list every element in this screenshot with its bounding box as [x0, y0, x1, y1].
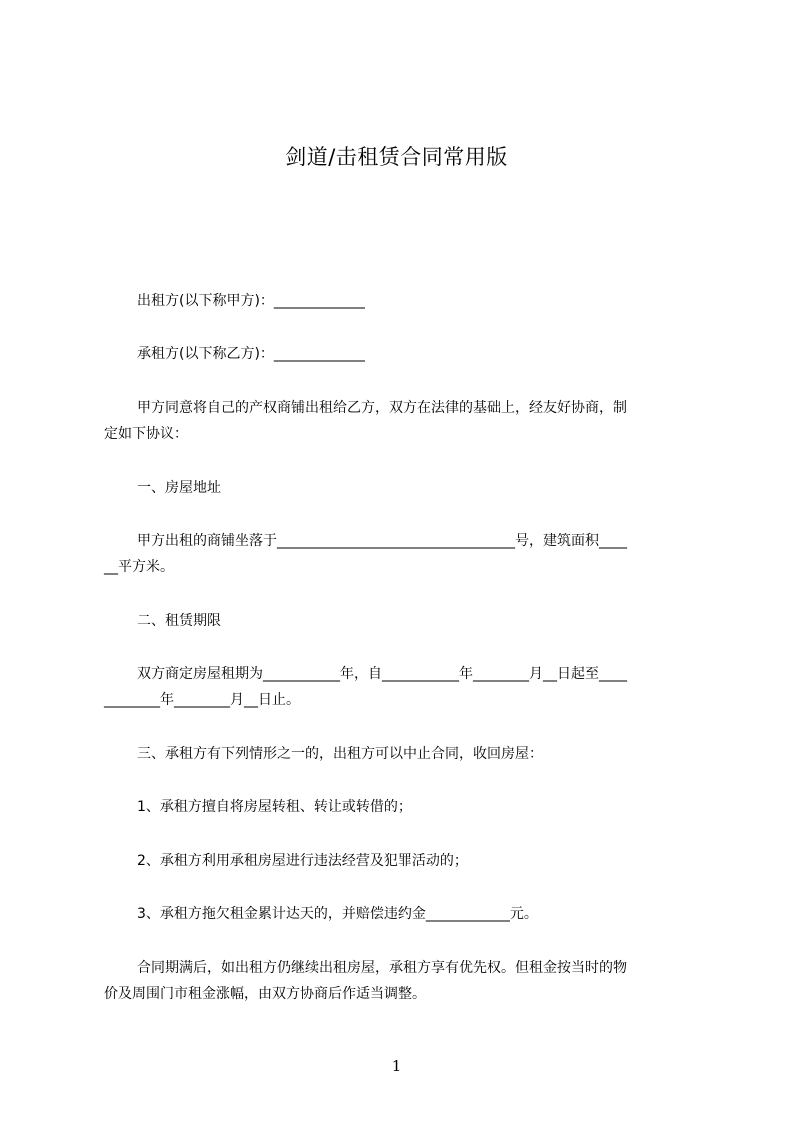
intro-paragraph-line-1: 甲方同意将自己的产权商铺出租给乙方，双方在法律的基础上，经友好协商，制: [137, 400, 627, 416]
clause-3: 3、承租方拖欠租金累计达天的，并赔偿违约金____________元。: [137, 906, 538, 922]
lessor-line: 出租方(以下称甲方)：_____________: [137, 293, 365, 309]
clause-1: 1、承租方擅自将房屋转租、转让或转借的；: [137, 799, 412, 815]
lessee-line: 承租方(以下称乙方)：_____________: [137, 346, 365, 362]
document-title: 剑道/击租赁合同常用版: [285, 145, 508, 169]
intro-paragraph-line-2: 定如下协议：: [104, 426, 188, 442]
renewal-paragraph-line-1: 合同期满后，如出租方仍继续出租房屋，承租方享有优先权。但租金按当时的物: [137, 960, 627, 976]
renewal-paragraph-line-2: 价及周围门市租金涨幅，由双方协商后作适当调整。: [104, 986, 426, 1002]
address-paragraph-line-1: 甲方出租的商铺坐落于__________________________________号，建筑面积____: [137, 533, 627, 549]
clause-2: 2、承租方利用承租房屋进行违法经营及犯罪活动的；: [137, 853, 468, 869]
page-number: 1: [391, 1057, 402, 1075]
address-paragraph-line-2: __平方米。: [104, 559, 174, 575]
term-paragraph-line-2: ________年________月__日止。: [104, 692, 300, 708]
term-paragraph-line-1: 双方商定房屋租期为___________年，自___________年________月__日起至____: [137, 666, 627, 682]
section-2-heading: 二、租赁期限: [137, 613, 221, 629]
section-1-heading: 一、房屋地址: [137, 480, 221, 496]
section-3-heading: 三、承租方有下列情形之一的，出租方可以中止合同，收回房屋：: [137, 746, 543, 762]
